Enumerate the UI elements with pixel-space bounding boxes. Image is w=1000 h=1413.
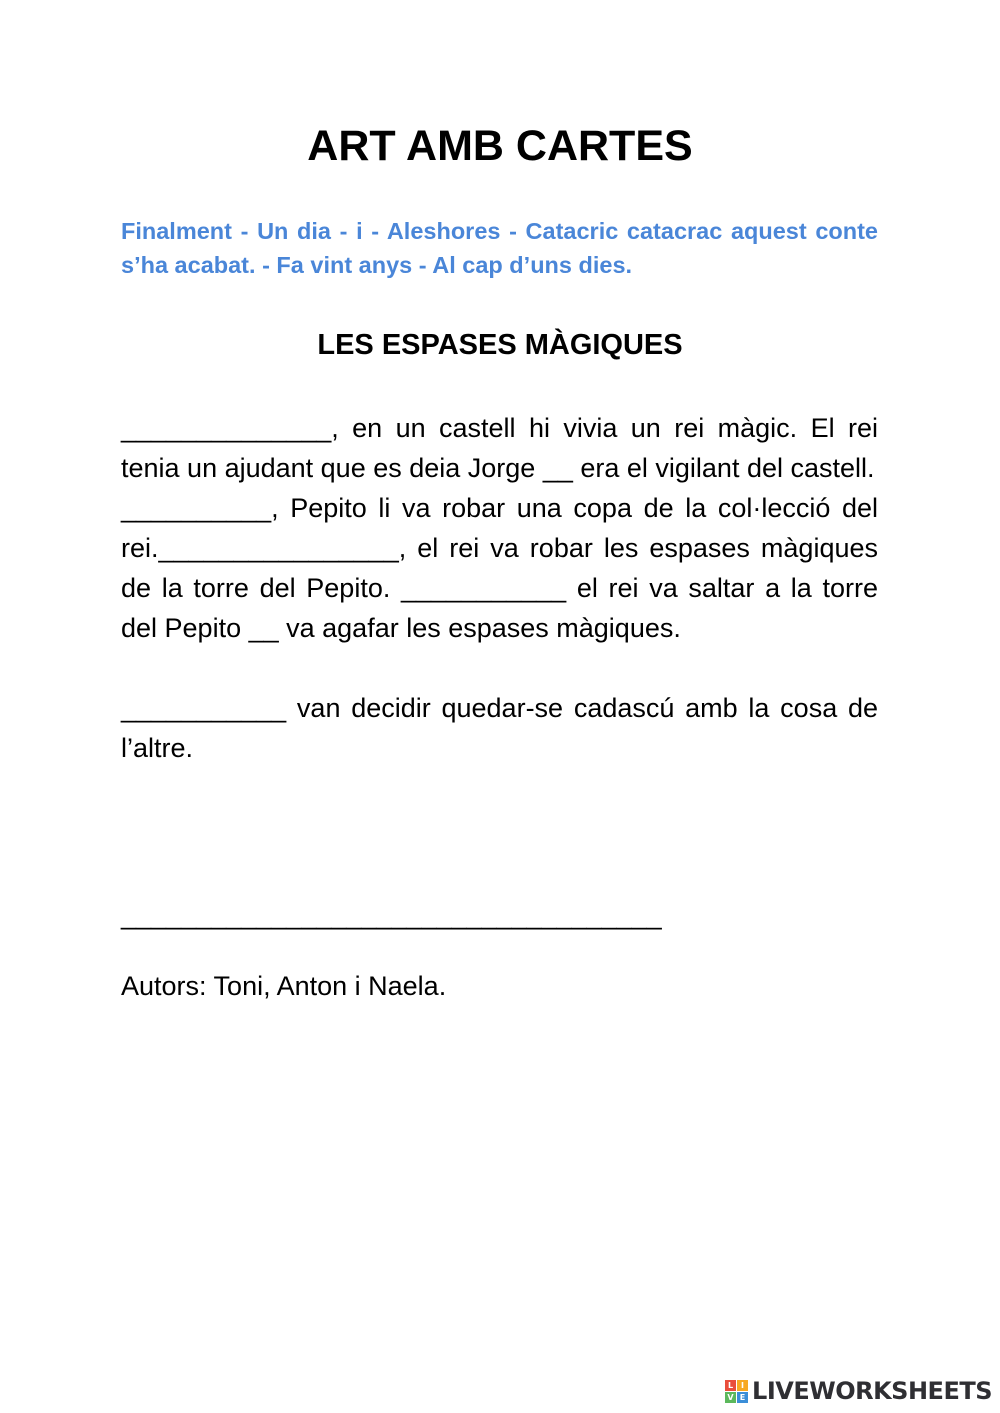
logo-letter: I <box>737 1380 748 1391</box>
ending-blank-line: ____________________________________ <box>121 900 662 930</box>
story-paragraph-3: ___________ van decidir quedar-se cadascú amb la cosa de l’altre. <box>121 693 878 763</box>
page-title: ART AMB CARTES <box>307 122 693 170</box>
story-body <box>121 408 878 768</box>
logo-letter: L <box>725 1380 736 1391</box>
authors-line: Autors: Toni, Anton i Naela. <box>121 971 447 1001</box>
story-paragraph-2: __________, Pepito li va robar una copa de la col·lecció del rei.________________, el rei va robar les espases màgiques de la torre del Pepito. ___________ el rei va saltar a la torre del Pepito __ va agafar les espases màgiques. <box>121 493 878 643</box>
logo-letter: E <box>737 1392 748 1403</box>
liveworksheets-watermark <box>725 1377 992 1405</box>
story-title: LES ESPASES MÀGIQUES <box>317 329 683 361</box>
story-paragraph-1: ______________, en un castell hi vivia un rei màgic. El rei tenia un ajudant que es deia Jorge __ era el vigilant del castell. <box>121 413 878 483</box>
watermark-text: LIVEWORKSHEETS <box>752 1377 992 1405</box>
word-bank: Finalment - Un dia - i - Aleshores - Catacric catacrac aquest conte s’ha acabat. - Fa vint anys - Al cap d’uns dies. <box>121 218 878 278</box>
logo-letter: V <box>725 1392 736 1403</box>
liveworksheets-logo-icon <box>725 1380 748 1403</box>
